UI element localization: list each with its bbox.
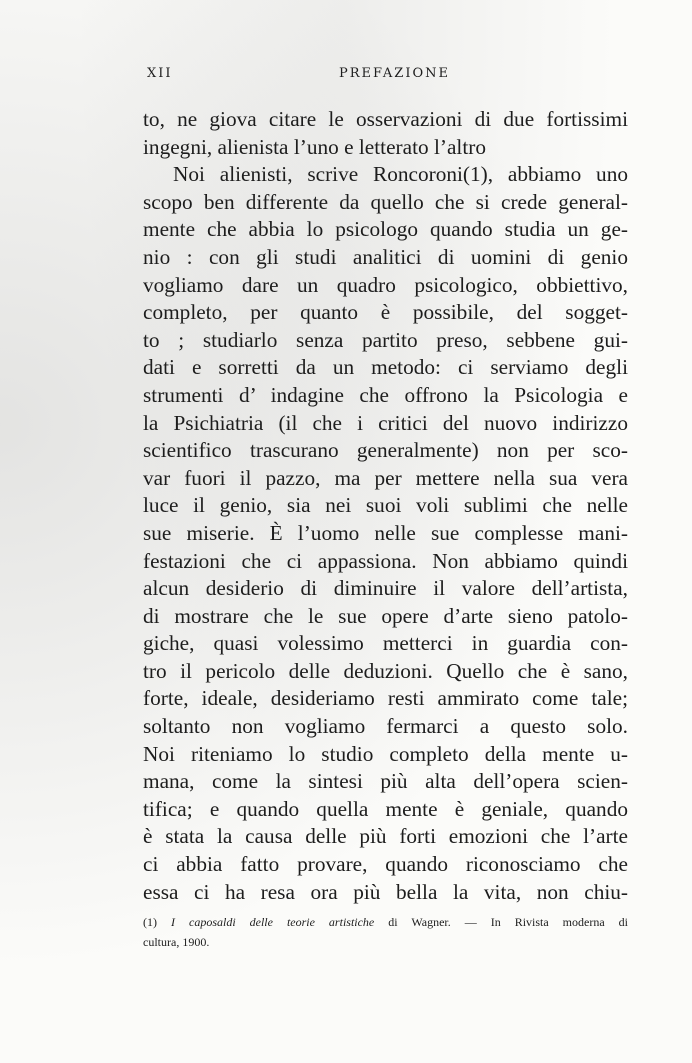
text-line: ingegni, alienista l’uno e letterato l’altro — [143, 134, 486, 159]
text-line: to, ne giova citare le osservazioni di due fortissimi — [143, 107, 628, 131]
footnote-text: di Wagner. — In Rivista moderna di — [388, 915, 628, 929]
text-line: mente che abbia lo psicologo quando studia un ge- — [143, 217, 628, 242]
running-header — [147, 66, 627, 88]
footnote-line — [143, 912, 628, 932]
text-line: festazioni che ci appassiona. Non abbiamo quindi — [143, 548, 628, 573]
text-line: alcun desiderio di diminuire il valore dell’artista, — [143, 576, 628, 601]
text-line: giche, quasi volessimo metterci in guardia con- — [143, 631, 628, 656]
text-line: tro il pericolo delle deduzioni. Quello che è sano, — [143, 658, 628, 683]
text-line: strumenti d’ indagine che offrono la Psicologia e — [143, 382, 628, 407]
text-line: la Psichiatria (il che i critici del nuovo indirizzo — [143, 410, 628, 435]
text-line: essa ci ha resa ora più bella la vita, non chiu- — [143, 879, 628, 904]
running-title: PREFAZIONE — [339, 66, 450, 81]
text-line: vogliamo dare un quadro psicologico, obbiettivo, — [143, 272, 628, 297]
text-line: sue miserie. È l’uomo nelle sue complesse mani- — [143, 520, 628, 545]
text-line: ci abbia fatto provare, quando riconosciamo che — [143, 852, 628, 877]
footnote-line: cultura, 1900. — [143, 935, 210, 949]
text-line: luce il genio, sia nei suoi voli sublimi che nelle — [143, 493, 628, 518]
text-line: Noi riteniamo lo studio completo della mente u- — [143, 741, 628, 766]
text-line: nio : con gli studi analitici di uomini di genio — [143, 244, 628, 269]
text-line: completo, per quanto è possibile, del sogget- — [143, 300, 628, 325]
text-line: var fuori il pazzo, ma per mettere nella sua vera — [143, 465, 628, 490]
text-line: scopo ben differente da quello che si crede general- — [143, 189, 628, 214]
text-line: è stata la causa delle più forti emozioni che l’arte — [143, 824, 628, 849]
text-line: dati e sorretti da un metodo: ci serviamo degli — [143, 355, 628, 380]
text-line: to ; studiarlo senza partito preso, sebbene gui- — [143, 327, 628, 352]
page-number: XII — [147, 66, 173, 81]
text-line: forte, ideale, desideriamo resti ammirato come tale; — [143, 686, 628, 711]
footnote-title: I caposaldi delle teorie artistiche — [171, 915, 375, 929]
text-line: scientifico trascurano generalmente) non per sco- — [143, 438, 628, 463]
footnote-marker: (1) — [143, 915, 157, 929]
footnote — [143, 912, 628, 952]
text-line: di mostrare che le sue opere d’arte sieno patolo- — [143, 603, 628, 628]
text-line: soltanto non vogliamo fermarci a questo solo. — [143, 714, 628, 739]
text-line: Noi alienisti, scrive Roncoroni(1), abbiamo uno — [173, 162, 628, 187]
text-line: tifica; e quando quella mente è geniale, quando — [143, 796, 628, 821]
body-text — [143, 106, 628, 906]
text-line: mana, come la sintesi più alta dell’opera scien- — [143, 769, 628, 794]
